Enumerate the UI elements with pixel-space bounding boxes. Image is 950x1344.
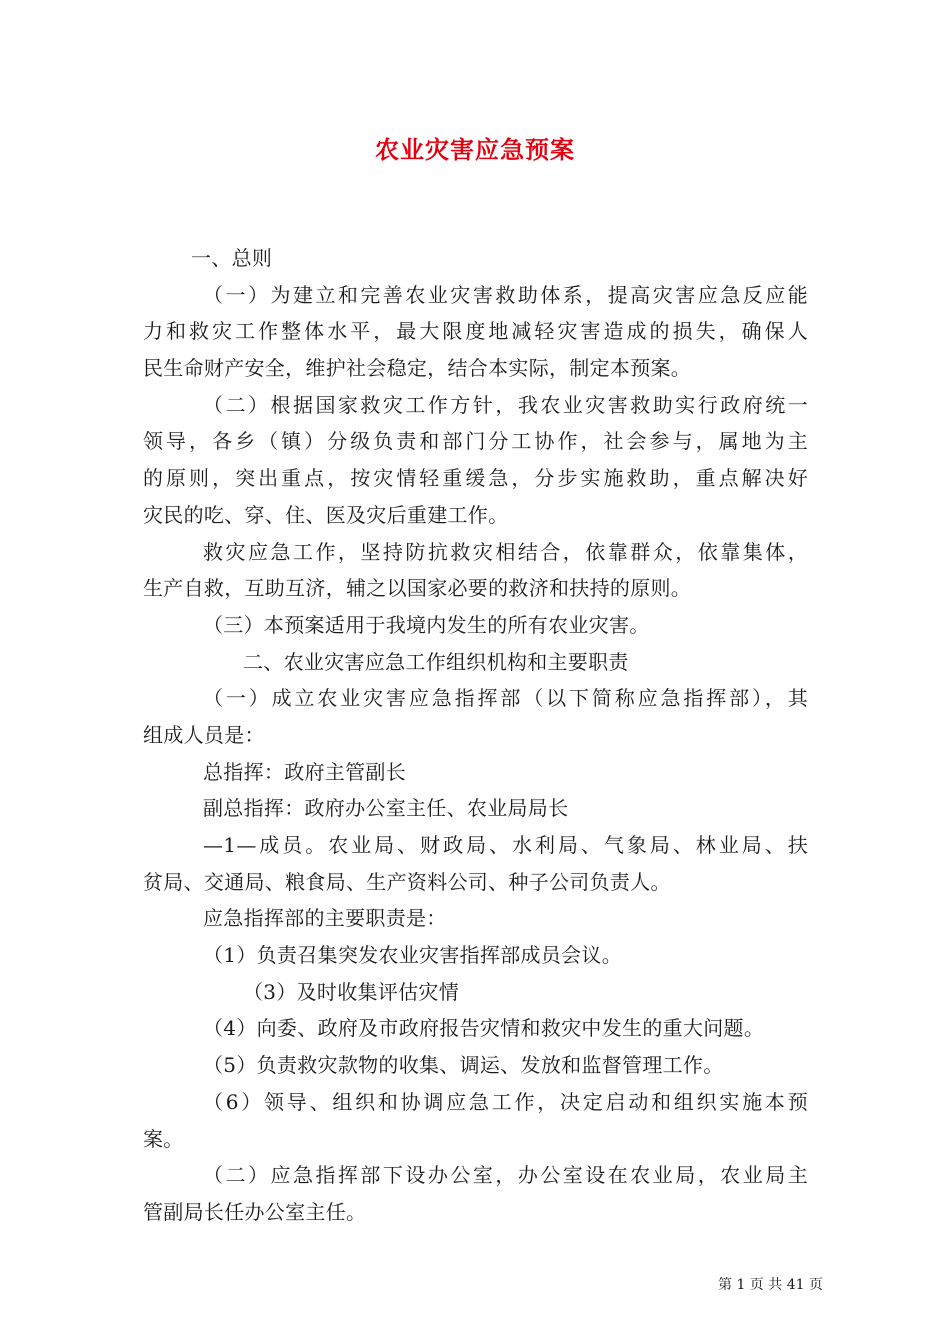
- list-item: （5）负责救灾款物的收集、调运、发放和监督管理工作。: [203, 1053, 724, 1078]
- paragraph-line: 力和救灾工作整体水平，最大限度地减轻灾害造成的损失，确保人: [143, 319, 808, 344]
- paragraph-line: （二）应急指挥部下设办公室，办公室设在农业局，农业局主: [203, 1163, 808, 1188]
- page-title: 农业灾害应急预案: [375, 135, 575, 164]
- paragraph-line: 总指挥：政府主管副长: [203, 759, 406, 784]
- paragraph-line: （二）根据国家救灾工作方针，我农业灾害救助实行政府统一: [203, 392, 808, 417]
- paragraph-line: （一）成立农业灾害应急指挥部（以下简称应急指挥部），其: [203, 686, 808, 711]
- section-heading-organization: 二、农业灾害应急工作组织机构和主要职责: [243, 649, 629, 674]
- list-item: （1）负责召集突发农业灾害指挥部成员会议。: [203, 943, 623, 968]
- paragraph-line: 领导，各乡（镇）分级负责和部门分工协作，社会参与，属地为主: [143, 429, 808, 454]
- paragraph-line: 的原则，突出重点，按灾情轻重缓急，分步实施救助，重点解决好: [143, 466, 808, 491]
- paragraph-line: （一）为建立和完善农业灾害救助体系，提高灾害应急反应能: [203, 282, 808, 307]
- paragraph-line: 应急指挥部的主要职责是：: [203, 906, 447, 931]
- list-item: （3）及时收集评估灾情: [243, 979, 460, 1004]
- section-heading-general: 一、总则: [191, 246, 273, 270]
- document-body: [143, 240, 808, 1231]
- paragraph-line: 救灾应急工作，坚持防抗救灾相结合，依靠群众，依靠集体，: [203, 539, 808, 564]
- paragraph-line: 生产自救，互助互济，辅之以国家必要的救济和扶持的原则。: [143, 576, 692, 601]
- list-item: （4）向委、政府及市政府报告灾情和救灾中发生的重大问题。: [203, 1016, 765, 1041]
- paragraph-line: 灾民的吃、穿、住、医及灾后重建工作。: [143, 502, 509, 527]
- paragraph-line: 管副局长任办公室主任。: [143, 1199, 367, 1224]
- paragraph-line: 副总指挥：政府办公室主任、农业局局长: [203, 796, 569, 821]
- paragraph-line: —1—成员。农业局、财政局、水利局、气象局、林业局、扶: [203, 833, 808, 857]
- paragraph-line: 组成人员是：: [143, 722, 265, 747]
- list-item: （6）领导、组织和协调应急工作，决定启动和组织实施本预: [203, 1089, 808, 1114]
- paragraph-line: 贫局、交通局、粮食局、生产资料公司、种子公司负责人。: [143, 869, 671, 894]
- paragraph-line: 民生命财产安全，维护社会稳定，结合本实际，制定本预案。: [143, 356, 692, 381]
- page-number-footer: 第 1 页 共 41 页: [718, 1277, 823, 1293]
- paragraph-line: 案。: [143, 1126, 184, 1151]
- paragraph-line: （三）本预案适用于我境内发生的所有农业灾害。: [203, 612, 650, 637]
